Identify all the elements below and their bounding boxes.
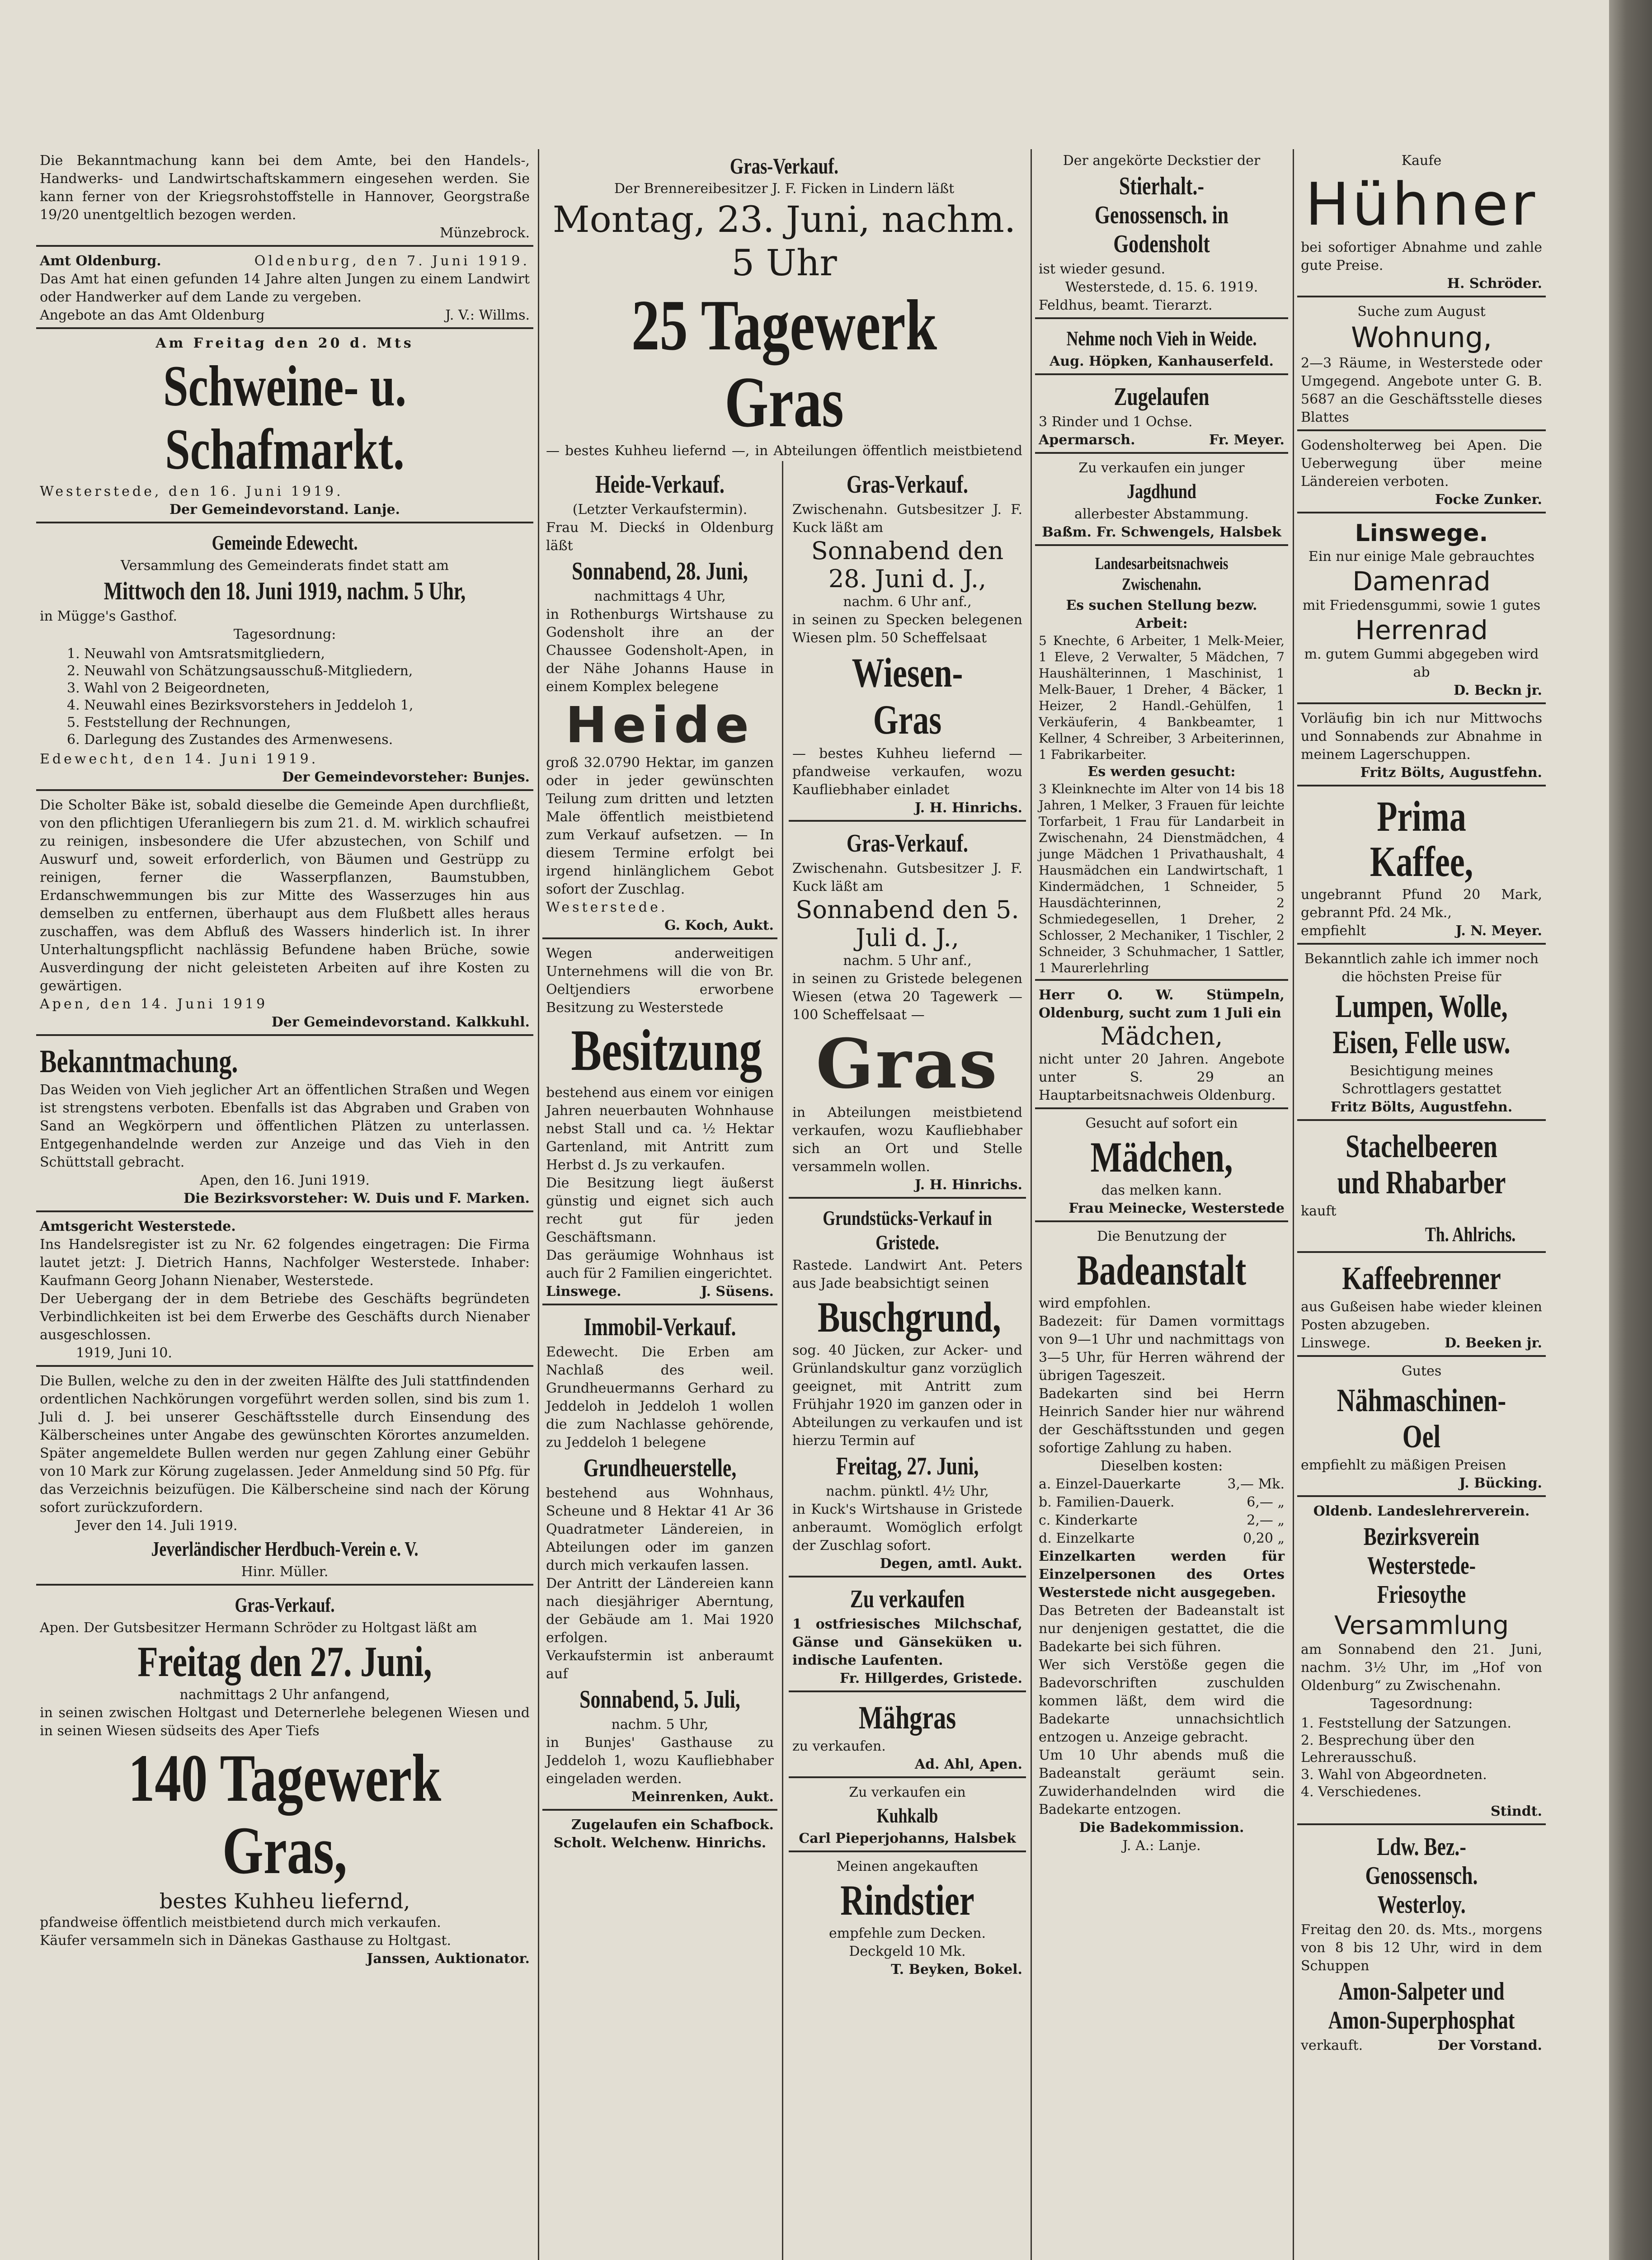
ad-subtitle: bestes Kuhheu liefernd, <box>159 1889 410 1913</box>
ad-text: Zwischenahn. Gutsbesitzer J. F. Kuck läßt am <box>792 861 1022 895</box>
notice-amt-oldenburg <box>36 250 533 329</box>
notice-date: Jever den 14. Juli 1919. <box>76 1518 238 1534</box>
ad-title: Gras-Verkauf. <box>847 829 968 857</box>
ad-date: Sonnabend den 5. Juli d. J., <box>795 895 1019 952</box>
notice-date: Edewecht, den 14. Juni 1919. <box>40 751 319 767</box>
ad-text: zu verkaufen. <box>792 1738 886 1754</box>
ad-heading: Zu verkaufen ein junger <box>1078 460 1245 476</box>
price-label: d. Einzelkarte <box>1039 1530 1135 1546</box>
ad-stachelbeeren <box>1297 1124 1546 1253</box>
signature: D. Beckn jr. <box>1454 683 1542 698</box>
ad-big-title: 140 Tagewerk Gras, <box>128 1741 442 1888</box>
notice-title: Landesarbeitsnachweis Zwischenahn. <box>1095 554 1228 594</box>
notice-text: 3 Kleinknechte im Alter von 14 bis 18 Jahren, 1 Melker, 3 Frauen für leichte Torfarbeit, 1 Frau für Landarbeit in Zwischenahn, 24 Dienstmädchen, 4 junge Mädchen 1 Privathaushalt, 4 Hausmädchen ein Landwirtschaft, 1 Kindermädchen, 1 Schneider, 5 Hausdächterinnen, 2 Schmiedegesellen, 1 Dreher, 2 Schlosser, 2 Mechaniker, 1 Tischler, 2 Schneider, 3 Schuhmacher, 1 Sattler, 1 Maurerlehrling <box>1039 782 1285 975</box>
notice-text: Badekarten sind bei Herrn Heinrich Sander hier nur während der Geschäftsstunden und gegen sofortige Zahlung zu haben. <box>1039 1386 1285 1456</box>
ad-heading: Gras-Verkauf. <box>235 1593 335 1616</box>
ad-text: Verkaufstermin ist anberaumt auf <box>546 1648 774 1682</box>
ad-item: Herrenrad <box>1355 615 1488 645</box>
agenda-label: Tagesordnung: <box>1370 1696 1473 1712</box>
ad-title: Nähmaschinen-Oel <box>1337 1382 1506 1455</box>
notice-landeslehrerverein <box>1297 1500 1546 1825</box>
ad-heading: Gras-Verkauf. <box>730 153 839 179</box>
ad-heading: Kaufe <box>1401 153 1442 169</box>
notice-text: Badezeit: für Damen vormittags von 9—1 Uhr und nachmittags von 3—5 Uhr, für Herren während der übrigen Tageszeit. <box>1039 1314 1285 1384</box>
ad-heide-verkauf <box>542 466 777 939</box>
signature: Der Gemeindevorsteher: Bunjes. <box>282 769 530 785</box>
ad-big-title: 25 Tagewerk Gras <box>631 285 937 442</box>
signature: Meinrenken, Aukt. <box>631 1789 774 1805</box>
price-label: c. Kinderkarte <box>1039 1512 1138 1528</box>
ad-title: Mädchen, <box>1100 1022 1223 1050</box>
signature: Fritz Bölts, Augustfehn. <box>1360 765 1542 781</box>
notice-intro: Versammlung des Gemeinderats findet statt am <box>120 558 449 574</box>
agenda-item: 3. Wahl von Abgeordneten. <box>1301 1767 1487 1783</box>
signature: Fr. Hillgerdes, Gristede. <box>839 1671 1022 1686</box>
ad-text: sog. 40 Jücken, zur Acker- und Grünlandskultur ganz vorzüglich geeignet, mit Antritt zum Frühjahr 1920 im ganzen oder in Abteilungen zu verkaufen und ist hierzu Termin auf <box>792 1342 1022 1449</box>
agenda-item: 2. Neuwahl von Schätzungsausschuß-Mitgliedern, <box>67 663 413 679</box>
notice-subheading: Es werden gesucht: <box>1087 764 1236 780</box>
ad-big-title: Heide <box>565 696 754 754</box>
ad-zu-verkaufen-milchschaf <box>789 1580 1026 1692</box>
ad-big-title: Besitzung <box>571 1018 762 1083</box>
ad-text: Zwischenahn. Gutsbesitzer J. F. Kuck läßt am <box>792 502 1022 536</box>
notice-text: Vorläufig bin ich nur Mittwochs und Sonnabends zur Abnahme in meinem Lagerschuppen. <box>1301 711 1542 763</box>
ad-text: aus Gußeisen habe wieder kleinen Posten abzugeben. <box>1301 1299 1542 1333</box>
ad-besitzung <box>542 942 777 1305</box>
notice-text: Die Bullen, welche zu den in der zweiten Hälfte des Juli stattfindenden ordentlichen Nachkörungen vorgeführt werden sollen, sind bis zum 1. Juli d. J. bei unserer Geschäftsstelle durch Einsendung des Kälberscheines unter Angabe des gewünschten Körortes anzumelden. Später angemeldete Bullen werden nur gegen Zahlung einer Gebühr von 10 Mark zur Körung zugelassen. Jeder Anmeldung sind 50 Pfg. für das Verzeichnis beizufügen. Die Kälberscheine sind nach der Körung sofort zurückzufordern. <box>40 1373 530 1516</box>
notice-amtsgericht <box>36 1215 533 1367</box>
signature: Die Bezirksvorsteher: W. Duis und F. Marken. <box>184 1191 530 1206</box>
ad-text: in seinen zu Gristede belegenen Wiesen (etwa 20 Tagewerk — 100 Scheffelsaat — <box>792 971 1022 1023</box>
ad-text: Wegen anderweitigen Unternehmens will die von Br. Oeltjendiers erworbene Besitzung zu Westerstede <box>546 946 774 1016</box>
notice-subheading: Es suchen Stellung bezw. Arbeit: <box>1066 598 1257 631</box>
notice-heading: Amtsgericht Westerstede. <box>40 1219 236 1234</box>
notice-date: Apen, den 14. Juni 1919 <box>40 996 268 1012</box>
notice-badeanstalt <box>1035 1225 1288 1858</box>
price-value: 3,— Mk. <box>1227 1476 1285 1492</box>
ad-time: nachm. 5 Uhr, <box>611 1717 709 1733</box>
notice-text: Die Benutzung der <box>1097 1229 1226 1244</box>
ad-text: bestehend aus einem vor einigen Jahren neuerbauten Wohnhause nebst Stall und ca. ½ Hektar Gartenland, mit Antritt zum Herbst d. Js zu verkaufen. <box>546 1085 774 1173</box>
agenda-item: 1. Feststellung der Satzungen. <box>1301 1715 1511 1731</box>
notice-title: Jeverländischer Herdbuch-Verein e. V. <box>151 1537 419 1560</box>
column-rule <box>538 149 539 2260</box>
ad-title: Ldw. Bez.-Genossensch. Westerloy. <box>1365 1833 1478 1919</box>
ad-text: mit Friedensgummi, sowie 1 gutes <box>1302 598 1541 613</box>
ad-title: Prima Kaffee, <box>1370 792 1473 885</box>
page-edge <box>1609 0 1652 2260</box>
ad-title: Schweine- u. Schafmarkt. <box>163 354 407 481</box>
ad-footer: Käufer versammeln sich in Dänekas Gasthause zu Holtgast. <box>40 1933 452 1949</box>
notice-date: 1919, Juni 10. <box>76 1345 172 1361</box>
agenda-item: 4. Neuwahl eines Bezirksvorstehers in Jeddeloh 1, <box>67 697 414 713</box>
notice-text: Das Amt hat einen gefunden 14 Jahre alten Jungen zu einem Landwirt oder Handwerker auf dem Lande zu vergeben. <box>40 271 530 305</box>
signature: J. N. Meyer. <box>1455 923 1542 939</box>
ad-gras-verkauf-kuck-1 <box>789 466 1026 822</box>
ad-title: Rindstier <box>840 1876 974 1924</box>
signature: J. A.: Lanje. <box>1122 1838 1201 1854</box>
signature: D. Beeken jr. <box>1445 1335 1542 1351</box>
column-2-top <box>542 149 1026 461</box>
signature: Janssen, Auktionator. <box>367 1951 530 1967</box>
ad-title: Kuhkalb <box>876 1804 938 1827</box>
notice-text: Die Scholter Bäke ist, sobald dieselbe die Gemeinde Apen durchfließt, von den pflichtigen Uferanliegern bis zum 21. d. M. wirklich schaufrei zu reinigen, insbesondere die Ufer abzustechen, von Schilf und Auswurf und, soweit erforderlich, von Bäumen und Gestrüpp zu reinigen, ferner die Wasserpflanzen, Baumstubben, Erdanschwemmungen bis zur Mitte des Wasserzuges hin aus demselben zu entfernen, überhaupt aus dem Flußbett alles heraus zuschaffen, was dem Abfluß des Wassers hinderlich ist. In ihrer Unterhaltungspflicht nachlässig Befundene haben Brüche, sowie Ausverdingung der nicht geleisteten Arbeiten auf ihre Kosten zu gewärtigen. <box>40 797 530 994</box>
ad-date: Westerstede, d. 15. 6. 1919. <box>1065 279 1258 295</box>
notice-text: Das Weiden von Vieh jeglicher Art an öffentlichen Straßen und Wegen ist strengstens verboten. Ebenfalls ist das Abgraben und Graben von Sand an Wegkörpern und öffentlichen Plätzen zu unterlassen. Entgegenhandelnde werden zur Anzeige und das Vieh in den Schüttstall gebracht. <box>40 1082 530 1170</box>
ad-heading: Zu verkaufen ein <box>849 1784 966 1800</box>
ad-text: empfehle zum Decken. <box>829 1926 986 1941</box>
ad-title: Lumpen, Wolle, Eisen, Felle usw. <box>1332 988 1511 1060</box>
ad-location: Linswege. <box>546 1284 621 1300</box>
column-rule <box>1293 149 1294 2260</box>
notice-text: Ins Handelsregister ist zu Nr. 62 folgendes eingetragen: Die Firma lautet jetzt: J. Dietrich Hanns, Nachfolger Westerstede. Inhaber: Kaufmann Georg Johann Nienaber, Westerstede. <box>40 1237 530 1289</box>
ad-maedchen-meinecke <box>1035 1112 1288 1222</box>
notice-kriegsrohstoff <box>36 149 533 247</box>
ad-text: Freitag den 20. ds. Mts., morgens von 8 bis 12 Uhr, wird in dem Schuppen <box>1301 1922 1542 1974</box>
notice-text: Der Uebergang der in dem Betriebe des Geschäfts begründeten Verbindlichkeiten ist bei dem Erwerbe des Geschäfts durch Nienaber ausgeschlossen. <box>40 1291 530 1343</box>
ad-title: Kaffeebrenner <box>1342 1260 1501 1296</box>
signature: J. Süsens. <box>701 1284 774 1300</box>
ad-preline: Am Freitag den 20 d. Mts <box>155 335 414 351</box>
ad-schafbock <box>542 1813 777 1855</box>
ad-title: Nehme noch Vieh in Weide. <box>1066 327 1257 350</box>
ad-date: Sonnabend, 28. Juni, <box>572 557 748 585</box>
ad-text: — bestes Kuhheu liefernd —, in Abteilungen öffentlich meistbietend <box>546 443 1022 459</box>
ad-title: Jagdhund <box>1127 480 1196 503</box>
ad-text: 2—3 Räume, in Westerstede oder Umgegend. Angebote unter G. B. 5687 an die Geschäftsstelle dieses Blattes <box>1301 355 1542 425</box>
ad-text: allerbester Abstammung. <box>1074 506 1249 522</box>
column-1 <box>36 149 533 1973</box>
ad-big-title: Grundheuerstelle, <box>583 1454 737 1482</box>
ad-jagdhund <box>1035 457 1288 546</box>
ad-big-title: Buschgrund, <box>817 1293 1001 1341</box>
ad-title: Gras-Verkauf. <box>847 471 968 499</box>
ad-title: Mähgras <box>858 1700 956 1736</box>
ad-title: Heide-Verkauf. <box>595 471 725 499</box>
ad-title: Mädchen, <box>1090 1133 1233 1181</box>
ad-title: Freitag den 27. Juni, <box>137 1638 432 1686</box>
ad-big-title: Amon-Salpeter und Amon-Superphosphat <box>1328 1978 1515 2034</box>
ad-date: Sonnabend den 28. Juni d. J., <box>811 537 1004 593</box>
ad-grundstuecks-verkauf <box>789 1201 1026 1577</box>
notice-text: Einzelkarten werden für Einzelpersonen des Ortes Westerstede nicht ausgegeben. <box>1039 1549 1285 1601</box>
ad-text: in seinen zu Specken belegenen Wiesen plm. 50 Scheffelsaat <box>792 612 1022 646</box>
notice-title: Bekanntmachung. <box>40 1043 238 1079</box>
price-label: a. Einzel-Dauerkarte <box>1039 1476 1181 1492</box>
ad-item: Damenrad <box>1352 566 1491 597</box>
ad-schweinemarkt <box>36 332 533 523</box>
ad-time: nachmittags 2 Uhr anfangend, <box>179 1687 390 1703</box>
ad-text: bestehend aus Wohnhaus, Scheune und 8 Hektar 41 Ar 36 Quadratmeter Ländereien, in Abteilungen oder im ganzen durch mich verkaufen lassen. <box>546 1485 774 1573</box>
notice-text: Das Betreten der Badeanstalt ist nur denjenigen gestattet, die die Badekarte bei sich führen. <box>1039 1603 1285 1655</box>
column-rule <box>782 461 783 2260</box>
ad-title: Stachelbeeren und Rhabarber <box>1337 1128 1506 1201</box>
signature: Th. Ahlrichs. <box>1425 1223 1516 1246</box>
signature: Focke Zunker. <box>1435 492 1542 508</box>
ad-rindstier <box>789 1855 1026 1982</box>
notice-scholter-baeke <box>36 794 533 1036</box>
column-4 <box>1297 149 1546 2060</box>
ad-heading: Zugelaufen ein Schafbock. <box>571 1817 774 1833</box>
notice-ueberwegung <box>1297 434 1546 513</box>
signature: T. Beyken, Bokel. <box>891 1962 1022 1978</box>
signature: Fr. Meyer. <box>1209 432 1285 448</box>
signature: J. H. Hinrichs. <box>914 1177 1022 1193</box>
ad-text: m. gutem Gummi abgegeben wird ab <box>1304 646 1539 680</box>
signature: Stindt. <box>1490 1803 1542 1819</box>
notice-herdbuch <box>36 1370 533 1586</box>
ad-date: Sonnabend, 5. Juli, <box>579 1686 740 1714</box>
notice-text: Die Bekanntmachung kann bei dem Amte, bei den Handels-, Handwerks- und Landwirtschaftskammern eingesehen werden. Sie kann ferner von der Kriegsrohstoffstelle in Hannover, Georgstraße 19/20 unentgeltlich bezogen werden. <box>40 153 530 223</box>
price-value: 0,20 „ <box>1243 1530 1285 1546</box>
agenda-item: 2. Besprechung über den Lehrerausschuß. <box>1301 1733 1475 1766</box>
ad-text: Der angekörte Deckstier der <box>1063 153 1261 169</box>
ad-date: Freitag, 27. Juni, <box>836 1452 979 1480</box>
ad-title: Zugelaufen <box>1114 383 1210 411</box>
notice-text: Wer sich Verstöße gegen die Badevorschriften zuschulden kommen läßt, dem wird die Badekarte unnachsichtlich entzogen u. Anzeige gebracht. <box>1039 1657 1285 1745</box>
ad-text: bei sofortiger Abnahme und zahle gute Preise. <box>1301 240 1542 273</box>
signature: Münzebrock. <box>439 225 530 241</box>
agenda-item: 4. Verschiedenes. <box>1301 1784 1421 1800</box>
ad-date: Montag, 23. Juni, nachm. 5 Uhr <box>552 198 1016 284</box>
ad-title: Linswege. <box>1355 520 1488 547</box>
ad-big-title: Wiesen-Gras <box>852 650 963 743</box>
ad-time: nachmittags 4 Uhr, <box>594 589 726 604</box>
notice-bekanntmachung <box>36 1039 533 1212</box>
agenda-item: 1. Neuwahl von Amtsratsmitgliedern, <box>67 646 325 662</box>
notice-text: wird empfohlen. <box>1039 1295 1151 1311</box>
signature: Frau Meinecke, Westerstede <box>1068 1201 1285 1216</box>
price-value: 2,— „ <box>1247 1512 1285 1528</box>
ad-immobil-verkauf <box>542 1308 777 1811</box>
price-label: b. Familien-Dauerk. <box>1039 1494 1175 1510</box>
ad-text: 3 Rinder und 1 Ochse. <box>1039 414 1193 430</box>
agenda-label: Tagesordnung: <box>233 626 336 642</box>
ad-wohnung <box>1297 300 1546 431</box>
agenda-item: 6. Darlegung des Zustandes des Armenwesens. <box>67 732 393 748</box>
column-rule <box>1031 149 1032 2260</box>
signature: Die Badekommission. <box>1079 1820 1244 1836</box>
ad-intro: Der Brennereibesitzer J. F. Ficken in Lindern läßt <box>614 181 955 197</box>
ad-location: Westerstede. <box>546 899 668 915</box>
column-2-right <box>789 466 1026 1984</box>
ad-text: Edewecht. Die Erben am Nachlaß des weil. Grundheuermanns Gerhard zu Jeddeloh in Jeddeloh 1 wollen die zum Nachlasse gehörende, zu Jeddeloh 1 belegene <box>546 1344 774 1450</box>
ad-text: Herr O. W. Stümpeln, Oldenburg, sucht zum 1 Juli ein <box>1039 987 1285 1021</box>
ad-text: nicht unter 20 Jahren. Angebote unter S. 29 an Hauptarbeitsnachweis Oldenburg. <box>1039 1051 1285 1103</box>
notice-text: Dieselben kosten: <box>1100 1458 1223 1474</box>
ad-date: Westerstede, den 16. Juni 1919. <box>40 484 344 499</box>
ad-heading: Gutes <box>1401 1363 1442 1379</box>
notice-date: Oldenburg, den 7. Juni 1919. <box>254 253 530 269</box>
notice-lagerschuppen <box>1297 707 1546 786</box>
ad-gras-verkauf-holtgast <box>36 1588 533 1971</box>
ad-text: Die Besitzung liegt äußerst günstig und eignet sich auch recht gut für jeden Geschäftsmann. <box>546 1175 774 1245</box>
ad-text: in Abteilungen meistbietend verkaufen, wozu Kaufliebhaber sich an Ort und Stelle versammeln wollen. <box>792 1105 1022 1175</box>
ad-text: in Rothenburgs Wirtshause zu Godensholt ihre an der Chaussee Godensholt-Apen, in der Nähe Johanns Hause in einem Komplex belegene <box>546 607 774 695</box>
ad-kaffee <box>1297 789 1546 945</box>
ad-text: Der Antritt der Ländereien kann nach diesjähriger Aberntung, der Gebäude am 1. Mai 1920 erfolgen. <box>546 1576 774 1646</box>
notice-text: Um 10 Uhr abends muß die Badeanstalt geräumt sein. Zuwiderhandelnden wird die Badekarte entzogen. <box>1039 1747 1285 1817</box>
signature: Carl Pieperjohanns, Halsbek <box>799 1831 1016 1846</box>
signature: Der Gemeindevorstand. Lanje. <box>169 502 400 518</box>
ad-fahrraeder <box>1297 516 1546 704</box>
ad-title: Immobil-Verkauf. <box>584 1313 736 1341</box>
signature: J. V.: Willms. <box>445 307 530 323</box>
price-row <box>1039 1475 1285 1493</box>
ad-location: Apermarsch. <box>1039 432 1135 448</box>
ad-title: Stierhalt.-Genossensch. in Godensholt <box>1094 172 1229 258</box>
ad-time: nachm. 6 Uhr anf., <box>843 594 972 610</box>
ad-text: Besichtigung meines Schrottlagers gestattet <box>1341 1063 1501 1097</box>
ad-naehmaschinen-oel <box>1297 1360 1546 1497</box>
ad-title: Hühner <box>1305 170 1538 239</box>
signature: J. H. Hinrichs. <box>914 800 1022 816</box>
ad-lumpen <box>1297 947 1546 1121</box>
ad-heading: Meinen angekauften <box>836 1859 979 1874</box>
ad-kaffeebrenner <box>1297 1256 1546 1357</box>
signature: G. Koch, Aukt. <box>664 918 774 933</box>
ad-text: Frau M. Dieckś in Oldenburg läßt <box>546 520 774 554</box>
ad-stierhalt <box>1035 149 1288 319</box>
notice-text: Godensholterweg bei Apen. Die Ueberwegung über meine Ländereien verboten. <box>1301 438 1542 490</box>
notice-title: Mittwoch den 18. Juni 1919, nachm. 5 Uhr, <box>104 577 466 605</box>
price-row <box>1039 1530 1285 1548</box>
signature: Der Gemeindevorstand. Kalkkuhl. <box>271 1014 530 1030</box>
price-value: 6,— „ <box>1247 1494 1285 1510</box>
notice-subheading: Versammlung <box>1334 1611 1509 1640</box>
ad-text: pfandweise öffentlich meistbietend durch mich verkaufen. <box>40 1915 441 1930</box>
ad-time: nachm. pünktl. 4½ Uhr, <box>826 1483 989 1499</box>
signature: J. Bücking. <box>1459 1475 1542 1491</box>
ad-text: Bekanntlich zahle ich immer noch die höchsten Preise für <box>1304 951 1539 985</box>
signature: Aug. Höpken, Kanhauserfeld. <box>1050 353 1274 369</box>
notice-title: Bezirksverein Westerstede-Friesoythe <box>1363 1523 1480 1609</box>
ad-westerloy-genossenschaft <box>1297 1828 1546 2058</box>
ad-maehgras <box>789 1695 1026 1778</box>
ad-text: in Kuck's Wirtshause in Gristede anberaumt. Womöglich erfolgt der Zuschlag sofort. <box>792 1502 1022 1554</box>
notice-text: am Sonnabend den 21. Juni, nachm. 3½ Uhr, im „Hof von Oldenburg“ zu Zwischenahn. <box>1301 1642 1542 1694</box>
signature: Scholt. Welchenw. Hinrichs. <box>553 1835 767 1851</box>
ad-text: ist wieder gesund. <box>1039 261 1166 277</box>
price-row <box>1039 1511 1285 1530</box>
notice-footer: Angebote an das Amt Oldenburg <box>40 307 265 323</box>
ad-kuhkalb <box>789 1781 1026 1852</box>
ad-location: Linswege. <box>1301 1335 1371 1351</box>
agenda-list <box>1301 1715 1542 1801</box>
notice-date: Apen, den 16. Juni 1919. <box>200 1172 370 1188</box>
ad-subtitle: (Letzter Verkaufstermin). <box>572 502 748 518</box>
ad-gras-verkauf-lindern <box>542 149 1026 461</box>
ad-zugelaufen <box>1035 378 1288 454</box>
ad-text: das melken kann. <box>1101 1182 1222 1198</box>
notice-place: in Mügge's Gasthof. <box>40 608 178 624</box>
ad-time: nachm. 5 Uhr anf., <box>843 953 972 969</box>
price-row <box>1039 1493 1285 1511</box>
notice-heading: Amt Oldenburg. <box>40 253 161 269</box>
ad-title: Wohnung, <box>1351 321 1492 354</box>
ad-heading: Gesucht auf sofort ein <box>1085 1116 1238 1131</box>
ad-heading: Suche zum August <box>1357 304 1486 320</box>
ad-text: ungebrannt Pfund 20 Mark, gebrannt Pfd. 24 Mk., <box>1301 887 1542 921</box>
ad-text: Apen. Der Gutsbesitzer Hermann Schröder zu Holtgast läßt am <box>40 1620 477 1636</box>
signature: Degen, amtl. Aukt. <box>880 1556 1022 1572</box>
ad-big-title: Gras <box>816 1024 999 1104</box>
ad-text: groß 32.0790 Hektar, im ganzen oder in jeder gewünschten Teilung zum dritten und letzten Male öffentlich meistbietend zum Verkauf aufsetzen. — In diesem Termine erfolgt bei irgend hinlänglichem Gebot sofort der Zuschlag. <box>546 755 774 897</box>
ad-maedchen-stuempeln <box>1035 984 1288 1109</box>
ad-text: kauft <box>1301 1203 1337 1219</box>
notice-landesarbeitsnachweis <box>1035 549 1288 981</box>
signature: Feldhus, beamt. Tierarzt. <box>1039 297 1213 313</box>
ad-text: empfiehlt zu mäßigen Preisen <box>1301 1457 1506 1473</box>
signature: Fritz Bölts, Augustfehn. <box>1330 1099 1513 1115</box>
notice-text: 5 Knechte, 6 Arbeiter, 1 Melk-Meier, 1 Eleve, 2 Verwalter, 5 Mädchen, 7 Haushälterinnen, 1 Maschinist, 1 Melk-Bauer, 1 Dreher, 4 Bäcker, 1 Heizer, 2 Handl.-Gehülfen, 1 Verkäuferin, 4 Bankbeamter, 1 Kellner, 4 Schreiber, 3 Arbeiterinnen, 1 Fabrikarbeiter. <box>1039 633 1285 762</box>
signature: Baßm. Fr. Schwengels, Halsbek <box>1042 524 1281 540</box>
signature: Hinr. Müller. <box>241 1564 329 1580</box>
notice-gemeinde-edewecht <box>36 526 533 791</box>
ad-text: empfiehlt <box>1301 923 1366 939</box>
ad-text: verkauft. <box>1301 2038 1363 2053</box>
signature: Der Vorstand. <box>1437 2038 1542 2053</box>
notice-heading: Oldenb. Landeslehrerverein. <box>1313 1503 1530 1519</box>
notice-heading: Gemeinde Edewecht. <box>212 531 358 554</box>
ad-huehner <box>1297 149 1546 297</box>
ad-text: in seinen zwischen Holtgast und Deternerlehe belegenen Wiesen und in seinen Wiesen südseits des Aper Tiefs <box>40 1705 530 1739</box>
ad-text: Deckgeld 10 Mk. <box>849 1944 966 1959</box>
agenda-list <box>67 645 530 749</box>
ad-text: in Bunjes' Gasthause zu Jeddeloh 1, wozu Kaufliebhaber eingeladen werden. <box>546 1735 774 1787</box>
ad-title: Grundstücks-Verkauf in Gristede. <box>823 1206 992 1254</box>
signature: H. Schröder. <box>1447 276 1542 292</box>
column-2-left <box>542 466 777 1858</box>
ad-text: Das geräumige Wohnhaus ist auch für 2 Familien eingerichtet. <box>546 1248 774 1281</box>
agenda-item: 3. Wahl von 2 Beigeordneten, <box>67 680 270 696</box>
ad-gras-verkauf-kuck-2 <box>789 824 1026 1199</box>
agenda-item: 5. Feststellung der Rechnungen, <box>67 715 291 730</box>
ad-text: — bestes Kuhheu liefernd — pfandweise verkaufen, wozu Kaufliebhaber einladet <box>792 746 1022 798</box>
ad-text: Ein nur einige Male gebrauchtes <box>1308 549 1535 565</box>
column-3 <box>1035 149 1288 1860</box>
ad-text: Rastede. Landwirt Ant. Peters aus Jade beabsichtigt seinen <box>792 1257 1022 1291</box>
signature: Ad. Ahl, Apen. <box>914 1756 1022 1772</box>
ad-weide <box>1035 322 1288 375</box>
notice-title: Badeanstalt <box>1077 1246 1247 1294</box>
ad-text: 1 ostfriesisches Milchschaf, Gänse und Gänseküken u. indische Laufenten. <box>792 1616 1022 1668</box>
ad-title: Zu verkaufen <box>850 1585 965 1613</box>
